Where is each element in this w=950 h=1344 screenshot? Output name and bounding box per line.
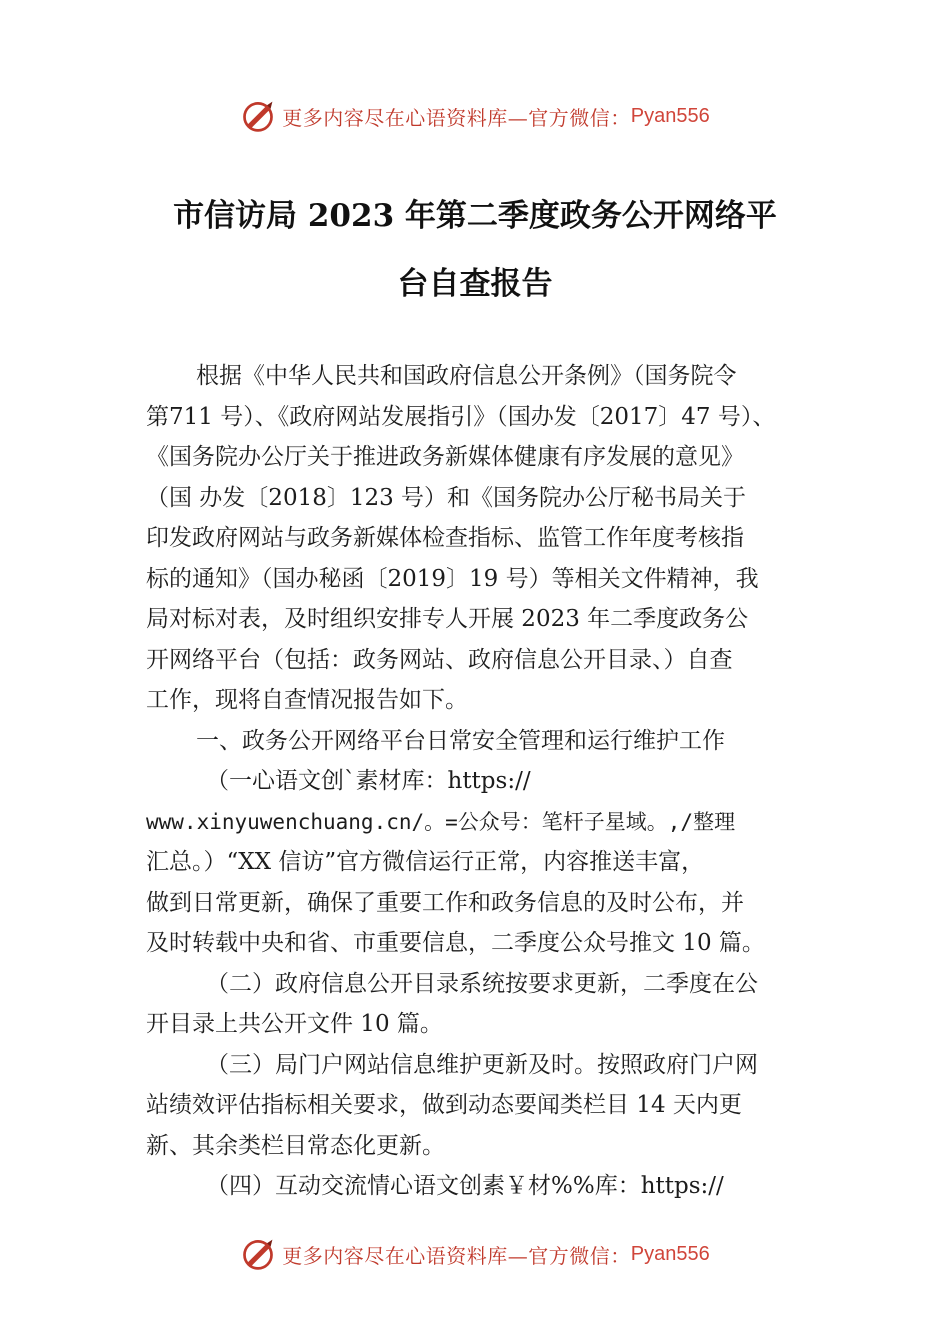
body-line: 局对标对表，及时组织安排专人开展 2023 年二季度政务公 [146,606,749,632]
banner-wechat-handle: Pyan556 [630,104,710,127]
body-line: （国 办发〔2018〕123 号）和《国务院办公厅秘书局关于 [146,484,747,511]
footer-watermark-banner [0,1234,950,1274]
banner-wechat-handle: Pyan556 [630,1242,710,1265]
document-body [146,356,810,1207]
document-title-line-2: 台自查报告 [397,266,553,302]
pen-logo-icon [240,1236,276,1272]
body-line: 标的通知》（国办秘函〔2019〕19 号）等相关文件精神，我 [146,565,759,592]
body-line: 《国务院办公厅关于推进政务新媒体健康有序发展的意见》 [146,444,744,470]
body-line: （四）互动交流情心语文创素￥材%%库：https:// [206,1173,724,1199]
body-line: 第711 号）、《政府网站发展指引》（国办发〔2017〕47 号）、 [146,403,776,430]
pen-logo-icon [240,98,276,134]
header-watermark-banner [0,96,950,136]
body-line: 做到日常更新，确保了重要工作和政务信息的及时公布，并 [146,889,744,916]
body-line: 工作，现将自查情况报告如下。 [146,687,468,713]
body-line: 新、其余类栏目常态化更新。 [146,1132,445,1159]
document-title-line-1: 市信访局 2023 年第二季度政务公开网络平 [173,198,777,234]
body-line: 及时转载中央和省、市重要信息，二季度公众号推文 10 篇。 [146,930,765,956]
body-line: （一心语文创`素材库：https:// [206,768,531,794]
body-line: 汇总。）“XX 信访”官方微信运行正常，内容推送丰富， [146,849,705,875]
body-line: 开网络平台（包括：政务网站、政府信息公开目录、）自查 [146,646,733,673]
body-line-url: www.xinyuwenchuang.cn/。=公众号：笔杆子星域。,/整理 [146,809,736,834]
section-heading: 一、政务公开网络平台日常安全管理和运行维护工作 [196,727,725,754]
body-line: 印发政府网站与政务新媒体检查指标、监管工作年度考核指 [146,525,744,551]
body-line: （三）局门户网站信息维护更新及时。按照政府门户网 [206,1051,758,1078]
body-line: 根据《中华人民共和国政府信息公开条例》（国务院令 [196,363,737,389]
body-line: 站绩效评估指标相关要求，做到动态要闻类栏目 14 天内更 [146,1092,742,1118]
body-line: （二）政府信息公开目录系统按要求更新，二季度在公 [206,970,758,997]
banner-text: 更多内容尽在心语资料库—官方微信： [282,105,631,130]
body-line: 开目录上共公开文件 10 篇。 [146,1011,443,1037]
banner-text: 更多内容尽在心语资料库—官方微信： [282,1243,631,1268]
